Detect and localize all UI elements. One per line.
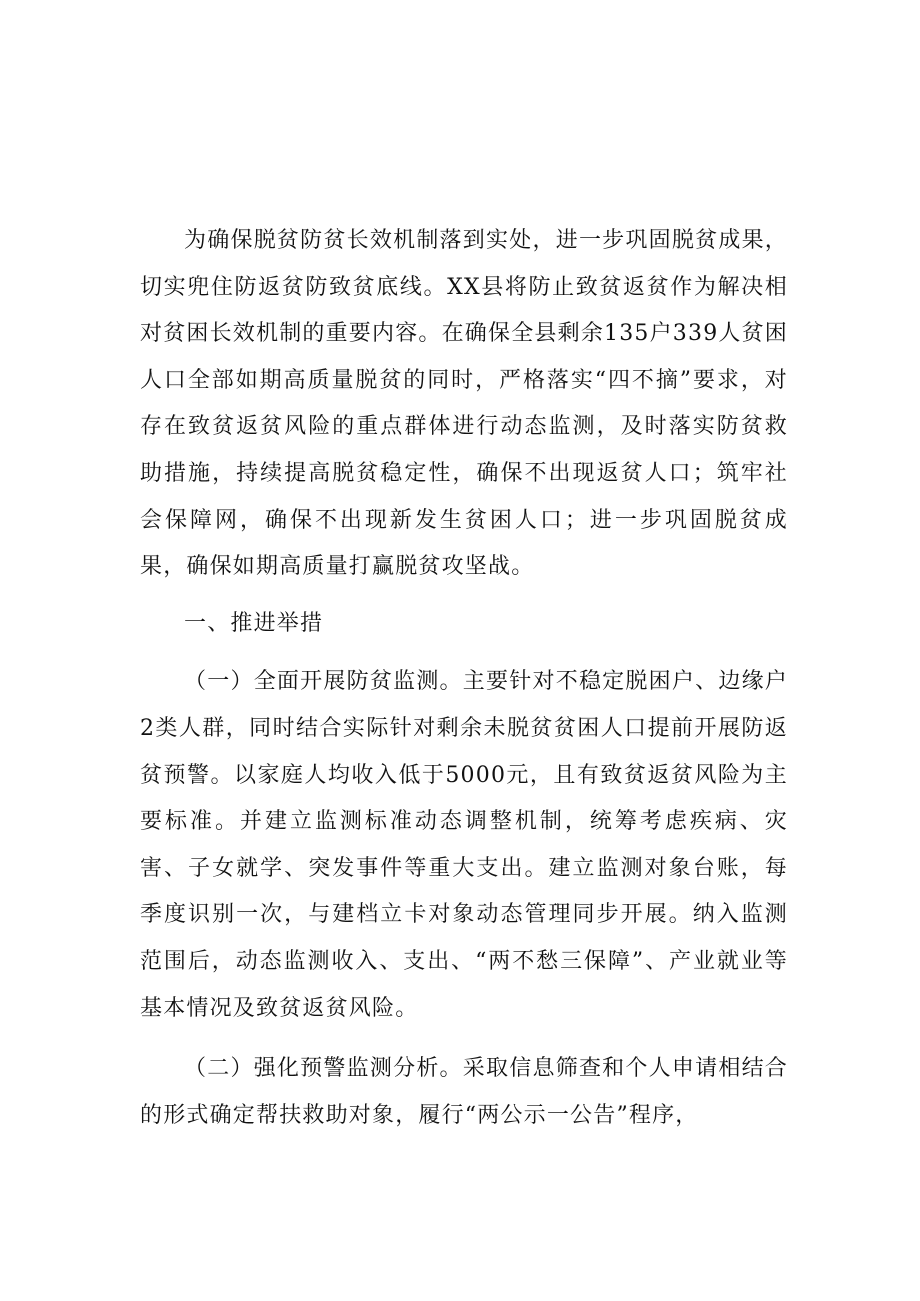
- subsection-paragraph-1: （一）全面开展防贫监测。主要针对不稳定脱困户、边缘户2类人群，同时结合实际针对剩余未脱贫贫困人口提前开展防返贫预警。以家庭人均收入低于5000元，且有致贫返贫风险为主要标准。并建立监测标准动态调整机制，统筹考虑疾病、灾害、子女就学、突发事件等重大支出。建立监测对象台账，每季度识别一次，与建档立卡对象动态管理同步开展。纳入监测范围后，动态监测收入、支出、“两不愁三保障”、产业就业等基本情况及致贫返贫风险。: [140, 669, 788, 1021]
- section-heading: 一、推进举措: [184, 610, 324, 636]
- subsection-paragraph-2: （二）强化预警监测分析。采取信息筛查和个人申请相结合的形式确定帮扶救助对象，履行“两公示一公告”程序，: [140, 1056, 788, 1128]
- document-body: [140, 218, 788, 1139]
- intro-paragraph: 为确保脱贫防贫长效机制落到实处，进一步巩固脱贫成果，切实兜住防返贫防致贫底线。XX县将防止致贫返贫作为解决相对贫困长效机制的重要内容。在确保全县剩余135户339人贫困人口全部如期高质量脱贫的同时，严格落实“四不摘”要求，对存在致贫返贫风险的重点群体进行动态监测，及时落实防贫救助措施，持续提高脱贫稳定性，确保不出现返贫人口；筑牢社会保障网，确保不出现新发生贫困人口；进一步巩固脱贫成果，确保如期高质量打赢脱贫攻坚战。: [140, 228, 788, 580]
